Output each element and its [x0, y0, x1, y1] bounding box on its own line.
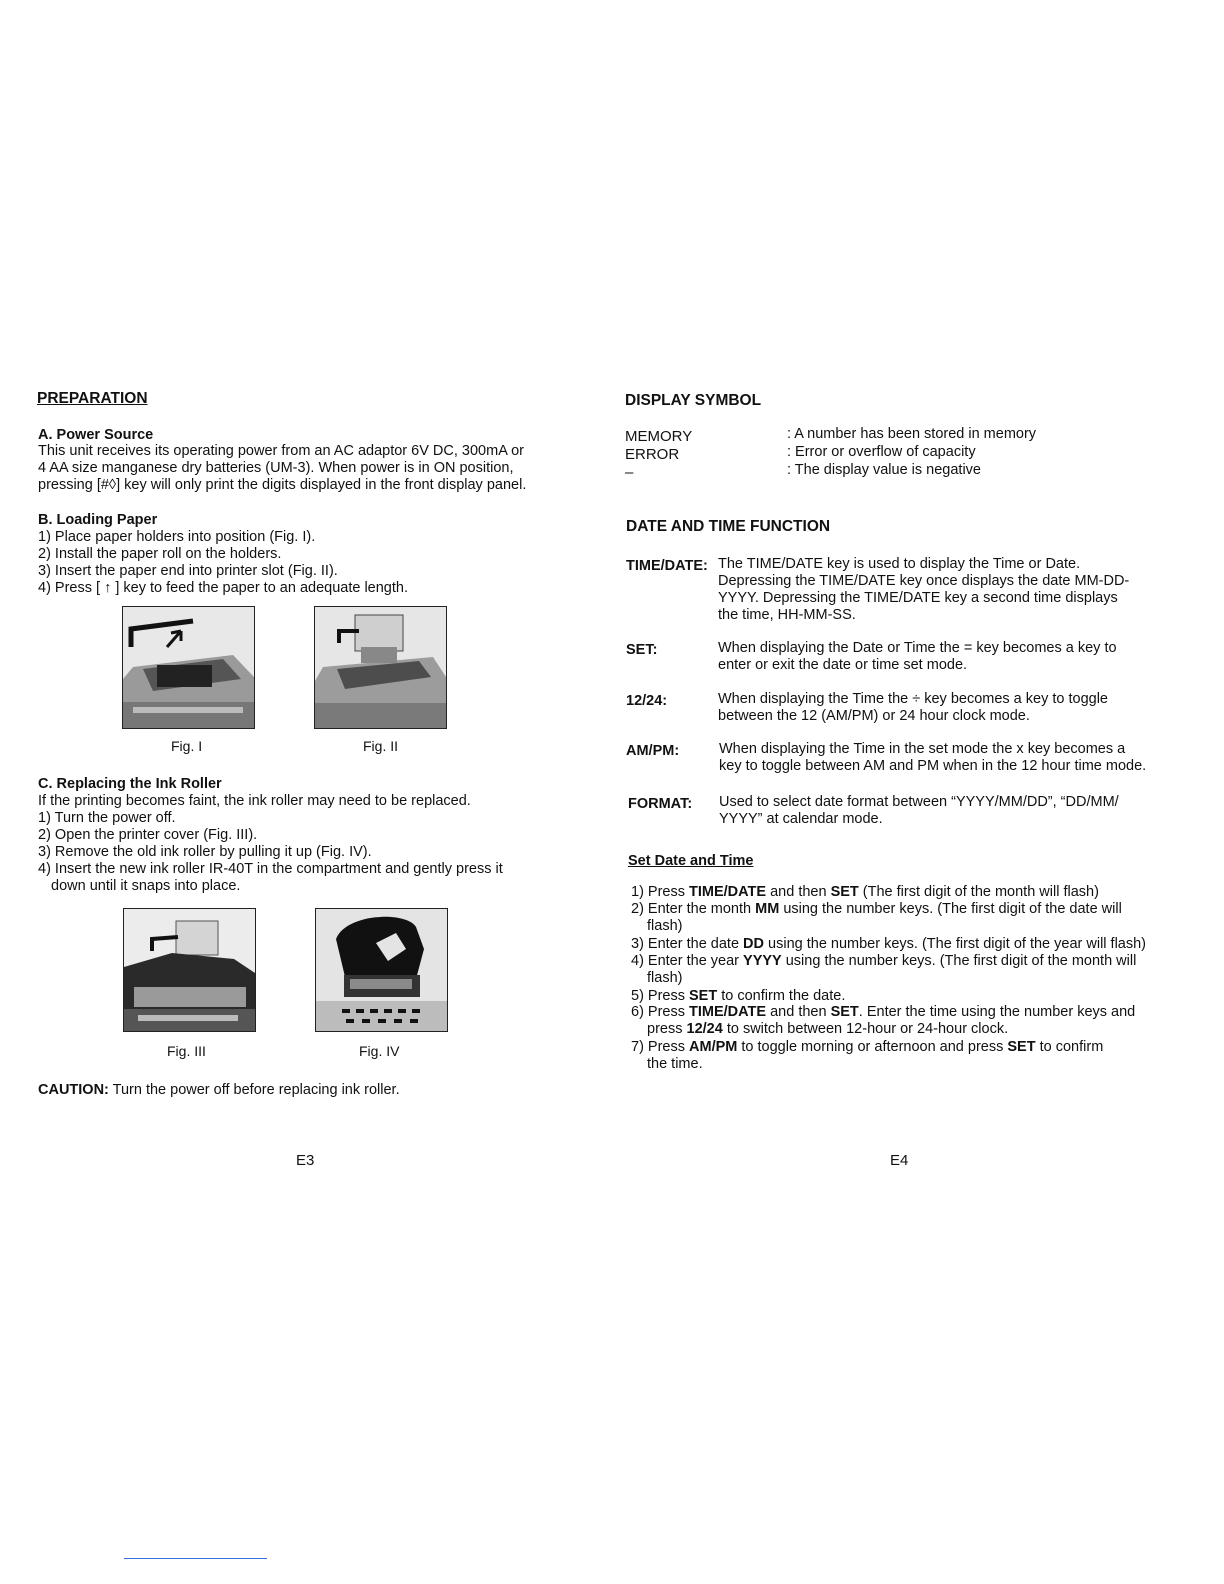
function-text-set-1: When displaying the Date or Time the = key becomes a key to — [718, 640, 1117, 656]
step-text: press — [647, 1021, 687, 1037]
key-name: SET — [1007, 1039, 1036, 1055]
ink-roller-line-1: If the printing becomes faint, the ink roller may need to be replaced. — [38, 793, 471, 809]
step-text: 3) Enter the date — [631, 936, 744, 952]
function-label-set: SET: — [626, 642, 658, 658]
ink-roller-line-3: 2) Open the printer cover (Fig. III). — [38, 827, 258, 843]
symbol-term-negative: – — [625, 464, 634, 481]
step-text: 7) Press — [631, 1039, 690, 1055]
key-name: TIME/DATE — [689, 1004, 767, 1020]
step-text: 5) Press — [631, 988, 690, 1004]
step-text: (The first digit of the month will flash) — [858, 884, 1099, 900]
function-label-12-24: 12/24: — [626, 693, 668, 709]
key-name: TIME/DATE — [689, 884, 767, 900]
set-date-time-heading: Set Date and Time — [628, 853, 754, 869]
function-text-format-1: Used to select date format between “YYYY/MM/DD”, “DD/MM/ — [719, 794, 1119, 810]
loading-paper-step-1: 1) Place paper holders into position (Fig. I). — [38, 529, 316, 545]
function-label-format: FORMAT: — [628, 796, 693, 812]
caution-label: CAUTION: — [38, 1082, 109, 1098]
figure-2-photo — [314, 606, 447, 729]
page-number-left: E3 — [296, 1152, 315, 1169]
section-title-display-symbol: DISPLAY SYMBOL — [625, 392, 762, 409]
step-text: to toggle morning or afternoon and press — [737, 1039, 1008, 1055]
power-source-line-2: 4 AA size manganese dry batteries (UM-3). When power is in ON position, — [38, 460, 514, 476]
function-text-set-2: enter or exit the date or time set mode. — [718, 657, 968, 673]
figure-3-photo — [123, 908, 256, 1032]
function-text-12-24-1: When displaying the Time the ÷ key becomes a key to toggle — [718, 691, 1108, 707]
key-name: SET — [830, 1004, 859, 1020]
symbol-desc-memory: : A number has been stored in memory — [787, 426, 1037, 442]
ink-roller-line-4: 3) Remove the old ink roller by pulling it up (Fig. IV). — [38, 844, 372, 860]
step-text: and then — [766, 1004, 831, 1020]
loading-paper-step-4: 4) Press [ ↑ ] key to feed the paper to an adequate length. — [38, 580, 408, 596]
key-name: YYYY — [743, 953, 782, 969]
function-label-am-pm: AM/PM: — [626, 743, 680, 759]
figure-1-caption: Fig. I — [171, 738, 203, 754]
figure-3-caption: Fig. III — [167, 1043, 206, 1059]
symbol-term-error: ERROR — [625, 446, 680, 463]
set-step-line — [647, 1021, 1008, 1038]
figure-2-caption: Fig. II — [363, 738, 399, 754]
set-step-line — [631, 1039, 1103, 1056]
symbol-desc-negative: : The display value is negative — [787, 462, 981, 478]
symbol-term-memory: MEMORY — [625, 428, 693, 445]
set-step-line — [647, 970, 682, 987]
ink-roller-line-6: down until it snaps into place. — [51, 878, 241, 894]
key-name: SET — [689, 988, 718, 1004]
symbol-desc-error: : Error or overflow of capacity — [787, 444, 976, 460]
set-step-line — [647, 1056, 703, 1073]
step-text: to confirm — [1035, 1039, 1104, 1055]
step-text: using the number keys. (The first digit of the date will — [779, 901, 1122, 917]
divider-line — [124, 1558, 267, 1559]
power-source-line-1: This unit receives its operating power from an AC adaptor 6V DC, 300mA or — [38, 443, 524, 459]
function-text-time-date-4: the time, HH-MM-SS. — [718, 607, 856, 623]
key-name: AM/PM — [689, 1039, 738, 1055]
figure-4-caption: Fig. IV — [359, 1043, 400, 1059]
step-text: using the number keys. (The first digit of the year will flash) — [764, 936, 1146, 952]
step-text: 1) Press — [631, 884, 690, 900]
function-label-time-date: TIME/DATE: — [626, 558, 708, 574]
step-text: using the number keys. (The first digit of the month will — [781, 953, 1137, 969]
key-name: 12/24 — [686, 1021, 723, 1037]
figure-1-photo — [122, 606, 255, 729]
figure-4-photo — [315, 908, 448, 1032]
power-source-line-3: pressing [#◊] key will only print the digits displayed in the front display panel. — [38, 477, 527, 493]
ink-roller-heading: C. Replacing the Ink Roller — [38, 776, 222, 792]
loading-paper-step-3: 3) Insert the paper end into printer slot (Fig. II). — [38, 563, 338, 579]
function-text-am-pm-2: key to toggle between AM and PM when in the 12 hour time mode. — [719, 758, 1147, 774]
set-step-line — [647, 918, 682, 935]
set-step-line — [631, 953, 1136, 970]
key-name: SET — [830, 884, 859, 900]
set-step-line — [631, 936, 1146, 953]
step-text: to switch between 12-hour or 24-hour clock. — [722, 1021, 1009, 1037]
section-title-date-time-function: DATE AND TIME FUNCTION — [626, 518, 831, 535]
step-text: 2) Enter the month — [631, 901, 756, 917]
function-text-time-date-3: YYYY. Depressing the TIME/DATE key a second time displays — [718, 590, 1118, 606]
key-name: DD — [743, 936, 764, 952]
set-step-line — [631, 1004, 1135, 1021]
step-text: the time. — [647, 1056, 703, 1072]
step-text: flash) — [647, 970, 683, 986]
caution-note — [38, 1082, 400, 1099]
step-text: and then — [766, 884, 831, 900]
step-text: 6) Press — [631, 1004, 690, 1020]
function-text-time-date-2: Depressing the TIME/DATE key once displays the date MM-DD- — [718, 573, 1130, 589]
power-source-heading: A. Power Source — [38, 427, 154, 443]
step-text: to confirm the date. — [717, 988, 846, 1004]
ink-roller-line-5: 4) Insert the new ink roller IR-40T in the compartment and gently press it — [38, 861, 503, 877]
step-text: . Enter the time using the number keys and — [858, 1004, 1136, 1020]
set-step-line — [631, 884, 1099, 901]
section-title-preparation: PREPARATION — [37, 390, 148, 407]
key-name: MM — [755, 901, 780, 917]
set-step-line — [631, 988, 845, 1005]
function-text-12-24-2: between the 12 (AM/PM) or 24 hour clock mode. — [718, 708, 1030, 724]
loading-paper-heading: B. Loading Paper — [38, 512, 158, 528]
ink-roller-line-2: 1) Turn the power off. — [38, 810, 176, 826]
page-number-right: E4 — [890, 1152, 909, 1169]
set-step-line — [631, 901, 1122, 918]
function-text-time-date-1: The TIME/DATE key is used to display the Time or Date. — [718, 556, 1081, 572]
step-text: 4) Enter the year — [631, 953, 744, 969]
caution-text: Turn the power off before replacing ink roller. — [108, 1082, 400, 1098]
step-text: flash) — [647, 918, 683, 934]
function-text-am-pm-1: When displaying the Time in the set mode the x key becomes a — [719, 741, 1126, 757]
function-text-format-2: YYYY” at calendar mode. — [719, 811, 883, 827]
loading-paper-step-2: 2) Install the paper roll on the holders. — [38, 546, 282, 562]
